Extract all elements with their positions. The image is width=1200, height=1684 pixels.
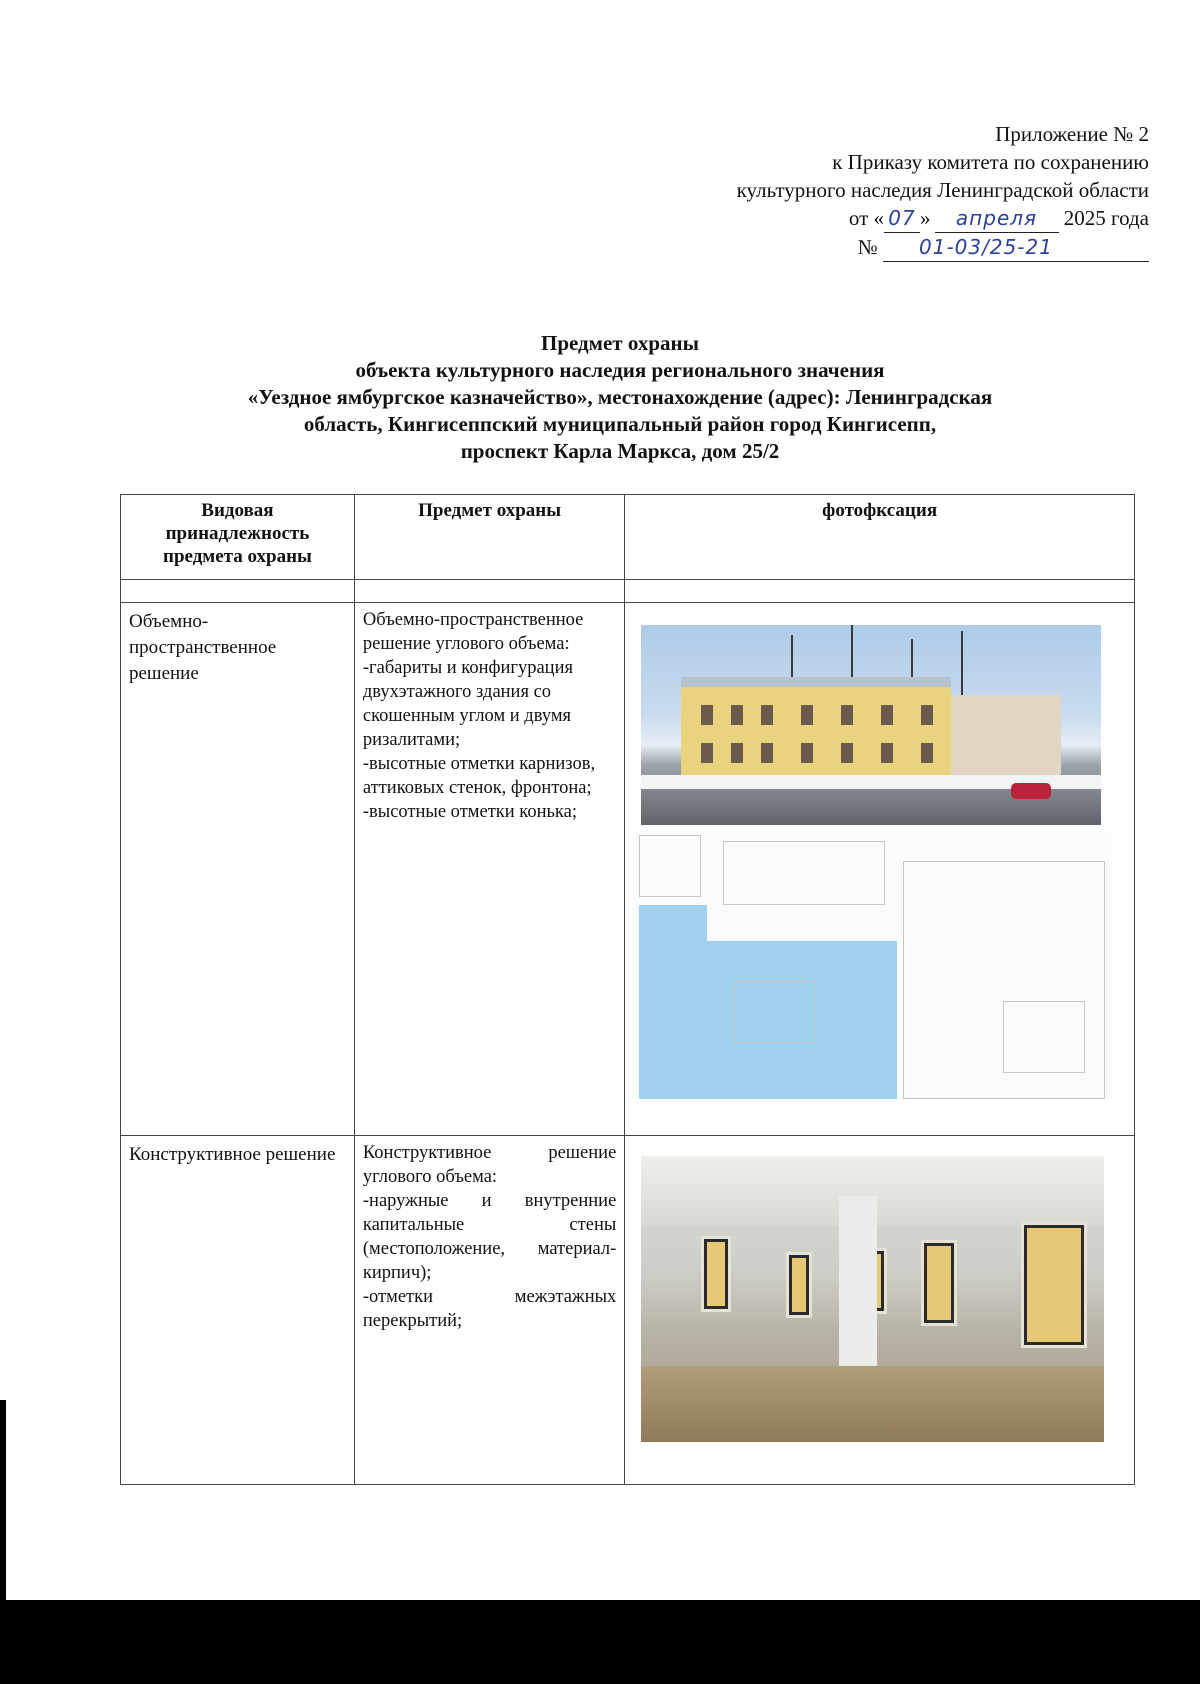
floor-plan-image [633,831,1113,1099]
appendix-header [737,120,1149,262]
appendix-committee: культурного наследия Ленинградской области [736,178,1149,202]
header-subject: Предмет охраны [354,495,624,580]
appendix-date: от « 07 » апреля 2025 года [737,204,1149,233]
table-spacer-row [121,580,1135,603]
title-line-3: «Уездное ямбургское казначейство», местонахождение (адрес): Ленинградская [247,385,993,409]
row-category: Конструктивное решение [121,1136,355,1485]
interior-photo [641,1156,1104,1442]
building-facade-photo [641,625,1101,825]
header-photo: фотофксация [625,495,1135,580]
table-row [121,1136,1135,1485]
protection-subject-table [120,494,1135,1485]
row-description: Объемно-пространственное решение углового объема: -габариты и конфигурация двухэтажного здания со скошенным углом и двумя ризалитами; -высотные отметки карнизов, аттиковых стенок, фронтона; -высотные отметки конька; [354,603,624,1136]
handwritten-month: апреля [935,204,1059,233]
title-line-2: объекта культурного наследия регионального значения [355,358,885,382]
row-photos [625,603,1135,1136]
table-header-row [121,495,1135,580]
document-title [120,330,1120,465]
appendix-order-number: № 01-03/25-21 [737,233,1149,262]
handwritten-order-number: 01-03/25-21 [883,233,1149,262]
title-line-1: Предмет охраны [540,331,700,355]
title-line-4: область, Кингисеппский муниципальный район город Кингисепп, [303,412,937,436]
row-category: Объемно-пространственное решение [121,603,355,1136]
title-line-5: проспект Карла Маркса, дом 25/2 [460,439,780,463]
scan-bottom-border [0,1600,1200,1684]
handwritten-day: 07 [884,204,920,233]
appendix-number: Приложение № 2 [995,122,1149,146]
table-row [121,603,1135,1136]
scan-edge-mark [0,1400,6,1600]
row-description: Конструктивное решение углового объема: -наружные и внутренние капитальные стены (местоположение, материал-кирпич); -отметки межэтажных перекрытий; [354,1136,624,1485]
row-photos [625,1136,1135,1485]
header-category: Видовая принадлежность предмета охраны [121,495,355,580]
appendix-order-ref: к Приказу комитета по сохранению [832,150,1149,174]
